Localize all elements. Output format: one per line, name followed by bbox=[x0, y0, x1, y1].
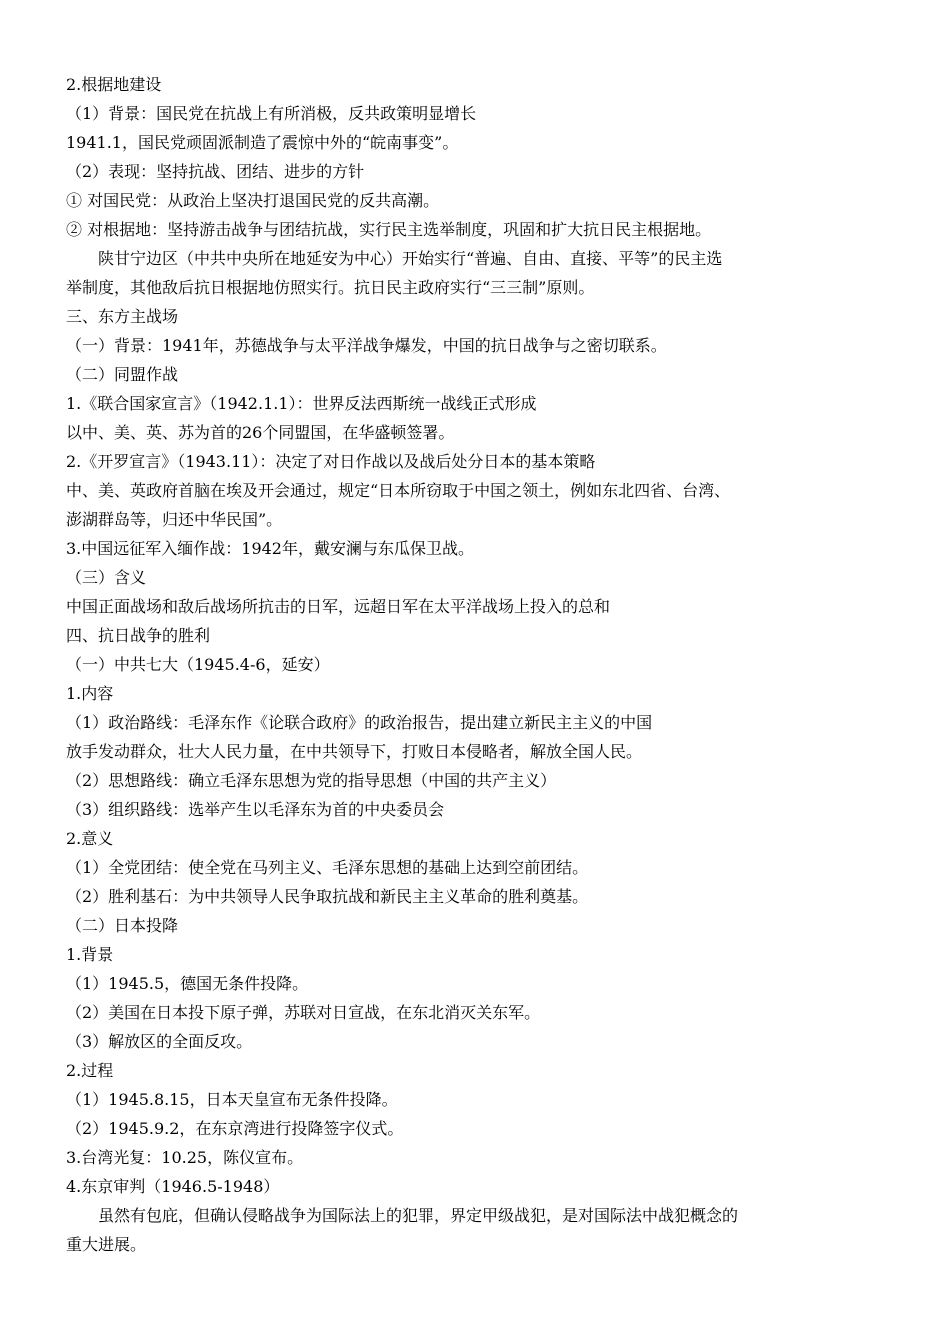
text-line: 1.内容 bbox=[66, 684, 114, 703]
text-line: 3.台湾光复：10.25，陈仪宣布。 bbox=[66, 1148, 304, 1167]
text-line: （3）解放区的全面反攻。 bbox=[66, 1032, 253, 1051]
text-line: 1941.1，国民党顽固派制造了震惊中外的“皖南事变”。 bbox=[66, 133, 459, 152]
text-line: （一）背景：1941年，苏德战争与太平洋战争爆发，中国的抗日战争与之密切联系。 bbox=[66, 336, 667, 355]
text-line: （3）组织路线：选举产生以毛泽东为首的中央委员会 bbox=[66, 800, 445, 819]
text-line: 中国正面战场和敌后战场所抗击的日军，远超日军在太平洋战场上投入的总和 bbox=[66, 597, 611, 616]
text-line: 三、东方主战场 bbox=[66, 307, 179, 326]
text-line: 1.背景 bbox=[66, 945, 114, 964]
text-line: ① 对国民党：从政治上坚决打退国民党的反共高潮。 bbox=[66, 191, 440, 210]
text-line: （二）日本投降 bbox=[66, 916, 179, 935]
text-line: （一）中共七大（1945.4-6，延安） bbox=[66, 655, 330, 674]
text-line: （1）1945.5，德国无条件投降。 bbox=[66, 974, 309, 993]
text-line: （2）思想路线：确立毛泽东思想为党的指导思想（中国的共产主义） bbox=[66, 771, 557, 790]
text-line: 2.根据地建设 bbox=[66, 75, 162, 94]
text-line: （2）美国在日本投下原子弹，苏联对日宣战，在东北消灭关东军。 bbox=[66, 1003, 541, 1022]
text-line: （2）表现：坚持抗战、团结、进步的方针 bbox=[66, 162, 365, 181]
text-line: 以中、美、英、苏为首的26个同盟国，在华盛顿签署。 bbox=[66, 423, 455, 442]
text-line: 中、美、英政府首脑在埃及开会通过，规定“日本所窃取于中国之领土，例如东北四省、台湾、 bbox=[66, 481, 731, 500]
text-line: 重大进展。 bbox=[66, 1235, 147, 1254]
text-line: 2.过程 bbox=[66, 1061, 114, 1080]
text-line: （1）1945.8.15，日本天皇宣布无条件投降。 bbox=[66, 1090, 398, 1109]
text-line: （1）全党团结：使全党在马列主义、毛泽东思想的基础上达到空前团结。 bbox=[66, 858, 589, 877]
text-line: 陕甘宁边区（中共中央所在地延安为中心）开始实行“普遍、自由、直接、平等”的民主选 bbox=[98, 249, 723, 268]
text-line: 举制度，其他敌后抗日根据地仿照实行。抗日民主政府实行“三三制”原则。 bbox=[66, 278, 595, 297]
text-line: （2）1945.9.2，在东京湾进行投降签字仪式。 bbox=[66, 1119, 404, 1138]
text-line: （三）含义 bbox=[66, 568, 147, 587]
text-line: （2）胜利基石：为中共领导人民争取抗战和新民主主义革命的胜利奠基。 bbox=[66, 887, 589, 906]
text-line: 1.《联合国家宣言》（1942.1.1）：世界反法西斯统一战线正式形成 bbox=[66, 394, 537, 413]
document-page bbox=[66, 70, 886, 1259]
text-line: （1）政治路线：毛泽东作《论联合政府》的政治报告，提出建立新民主主义的中国 bbox=[66, 713, 653, 732]
text-line: 4.东京审判（1946.5-1948） bbox=[66, 1177, 280, 1196]
text-line: 2.意义 bbox=[66, 829, 114, 848]
text-line: （二）同盟作战 bbox=[66, 365, 179, 384]
text-line: 澎湖群岛等，归还中华民国”。 bbox=[66, 510, 283, 529]
text-line: ② 对根据地：坚持游击战争与团结抗战，实行民主选举制度，巩固和扩大抗日民主根据地。 bbox=[66, 220, 712, 239]
text-line: 四、抗日战争的胜利 bbox=[66, 626, 211, 645]
text-line: 放手发动群众，壮大人民力量，在中共领导下，打败日本侵略者，解放全国人民。 bbox=[66, 742, 643, 761]
text-line: 2.《开罗宣言》（1943.11）：决定了对日作战以及战后处分日本的基本策略 bbox=[66, 452, 596, 471]
text-line: 3.中国远征军入缅作战：1942年，戴安澜与东瓜保卫战。 bbox=[66, 539, 474, 558]
text-line: （1）背景：国民党在抗战上有所消极，反共政策明显增长 bbox=[66, 104, 477, 123]
text-line: 虽然有包庇，但确认侵略战争为国际法上的犯罪，界定甲级战犯，是对国际法中战犯概念的 bbox=[98, 1206, 739, 1225]
